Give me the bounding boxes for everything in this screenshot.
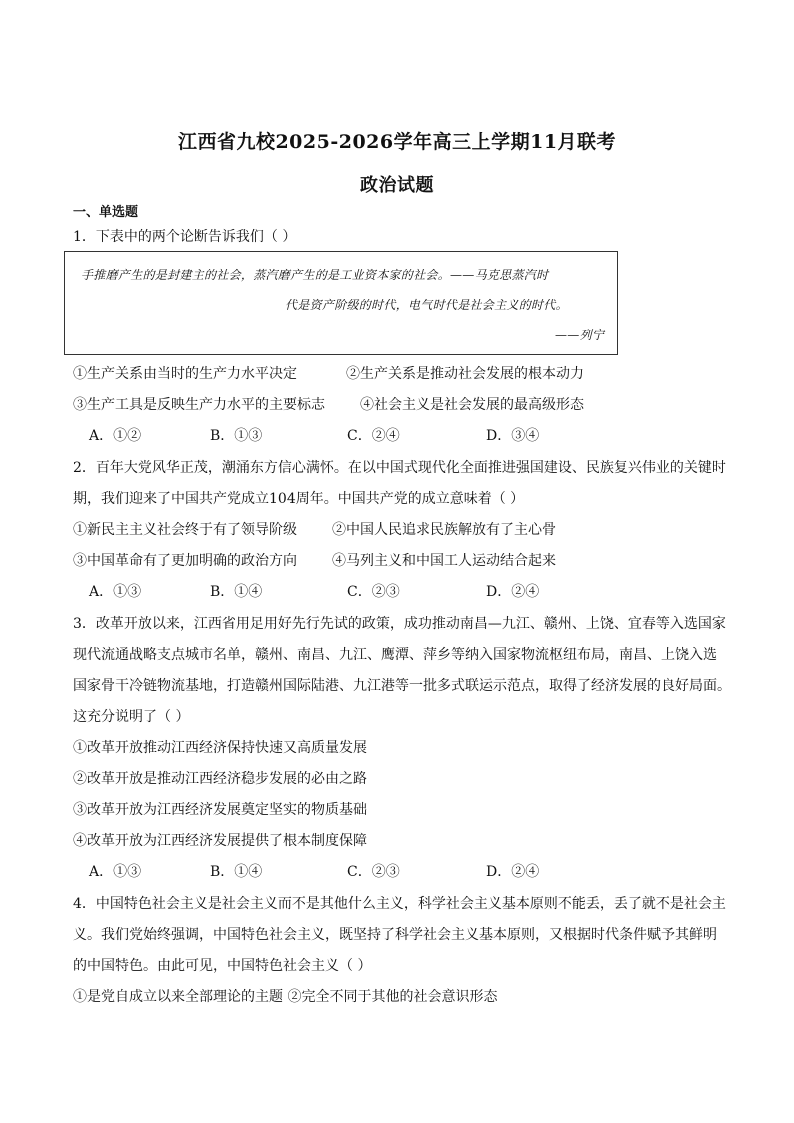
q1-item-4: ④社会主义是社会发展的最高级形态 bbox=[360, 397, 584, 413]
q2-item-1: ①新民主主义社会终于有了领导阶级 bbox=[73, 522, 297, 538]
q2-choice-d[interactable]: D．②④ bbox=[486, 584, 540, 600]
q3-choice-a[interactable]: A．①③ bbox=[89, 864, 142, 880]
q3-choice-b[interactable]: B．①④ bbox=[210, 864, 263, 880]
q3-item-2: ②改革开放是推动江西经济稳步发展的必由之路 bbox=[73, 771, 367, 787]
q1-choice-c[interactable]: C．②④ bbox=[347, 428, 400, 444]
q4-items-row-1: ①是党自成立以来全部理论的主题 ②完全不同于其他的社会意识形态 bbox=[73, 989, 498, 1005]
q3-stem-line-4: 这充分说明了（ ） bbox=[73, 709, 190, 725]
exam-title: 江西省九校2025-2026学年高三上学期11月联考 bbox=[177, 131, 617, 153]
q1-item-1: ①生产关系由当时的生产力水平决定 bbox=[73, 366, 297, 382]
q2-choice-c[interactable]: C．②③ bbox=[347, 584, 400, 600]
q2-stem-line-1: 2．百年大党风华正茂，潮涌东方信心满怀。在以中国式现代化全面推进强国建设、民族复兴伟业的关键时 bbox=[73, 460, 726, 476]
q2-choice-a[interactable]: A．①③ bbox=[89, 584, 142, 600]
q2-choice-b[interactable]: B．①④ bbox=[210, 584, 263, 600]
exam-subtitle: 政治试题 bbox=[360, 175, 434, 196]
q4-stem-line-3: 的中国特色。由此可见，中国特色社会主义（ ） bbox=[73, 958, 372, 974]
q3-stem-line-3: 国家骨干冷链物流基地，打造赣州国际陆港、九江港等一批多式联运示范点，取得了经济发展的良好局面。 bbox=[73, 678, 731, 694]
q1-stem: 1．下表中的两个论断告诉我们（ ） bbox=[73, 229, 297, 245]
q3-item-4: ④改革开放为江西经济发展提供了根本制度保障 bbox=[73, 833, 367, 849]
q1-quote-line-3: ——列宁 bbox=[555, 328, 605, 342]
q3-stem-line-1: 3．改革开放以来，江西省用足用好先行先试的政策，成功推动南昌—九江、赣州、上饶、宜春等入选国家 bbox=[73, 616, 726, 632]
q4-stem-line-1: 4．中国特色社会主义是社会主义而不是其他什么主义，科学社会主义基本原则不能丢，丢了就不是社会主 bbox=[73, 896, 726, 912]
q3-choice-d[interactable]: D．②④ bbox=[486, 864, 540, 880]
q3-stem-line-2: 现代流通战略支点城市名单，赣州、南昌、九江、鹰潭、萍乡等纳入国家物流枢纽布局，南昌、上饶入选 bbox=[73, 647, 717, 663]
q3-item-1: ①改革开放推动江西经济保持快速又高质量发展 bbox=[73, 740, 367, 756]
q1-item-2: ②生产关系是推动社会发展的根本动力 bbox=[346, 366, 584, 382]
section-heading: 一、单选题 bbox=[73, 205, 139, 220]
q1-choice-a[interactable]: A．①② bbox=[89, 428, 142, 444]
q1-choice-d[interactable]: D．③④ bbox=[486, 428, 540, 444]
q1-quote-line-2: 代是资产阶级的时代，电气时代是社会主义的时代。 bbox=[285, 298, 568, 312]
q2-item-2: ②中国人民追求民族解放有了主心骨 bbox=[332, 522, 556, 538]
q2-item-3: ③中国革命有了更加明确的政治方向 bbox=[73, 553, 297, 569]
q2-stem-line-2: 期，我们迎来了中国共产党成立104周年。中国共产党的成立意味着（ ） bbox=[73, 491, 525, 507]
q3-item-3: ③改革开放为江西经济发展奠定坚实的物质基础 bbox=[73, 802, 367, 818]
q1-quote-box bbox=[64, 251, 618, 355]
q1-choice-b[interactable]: B．①③ bbox=[210, 428, 263, 444]
q1-item-3: ③生产工具是反映生产力水平的主要标志 bbox=[73, 397, 325, 413]
q2-item-4: ④马列主义和中国工人运动结合起来 bbox=[332, 553, 556, 569]
q4-stem-line-2: 义。我们党始终强调，中国特色社会主义，既坚持了科学社会主义基本原则，又根据时代条件赋予其鲜明 bbox=[73, 927, 717, 943]
q1-quote-line-1: 手推磨产生的是封建主的社会，蒸汽磨产生的是工业资本家的社会。——马克思蒸汽时 bbox=[81, 268, 549, 282]
q3-choice-c[interactable]: C．②③ bbox=[347, 864, 400, 880]
